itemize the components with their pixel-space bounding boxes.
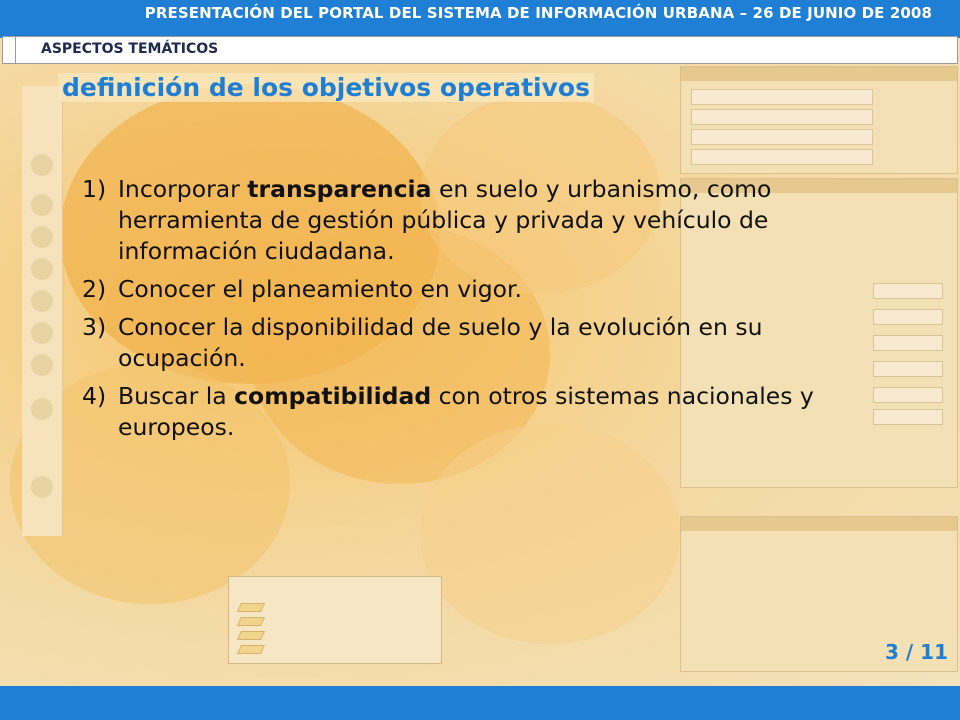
objective-text: en suelo y urbanismo, como herramienta de gestión pública y privada y vehículo de información ciudadana. bbox=[118, 175, 772, 265]
section-tab bbox=[2, 36, 958, 64]
locator-field bbox=[691, 89, 873, 105]
zoom-out-icon bbox=[31, 226, 53, 248]
legend-swatch bbox=[237, 631, 265, 640]
map-region bbox=[420, 424, 680, 644]
locator-field bbox=[691, 149, 873, 165]
objective-text: con otros sistemas nacionales y europeos. bbox=[118, 382, 814, 441]
bottom-bar bbox=[0, 686, 960, 720]
objective-item bbox=[82, 312, 892, 374]
objective-keyword: transparencia bbox=[247, 175, 432, 203]
objective-text: Incorporar bbox=[118, 175, 248, 203]
objective-text: Buscar la bbox=[118, 382, 235, 410]
page-indicator: 3 / 11 bbox=[885, 640, 948, 664]
slide-heading: definición de los objetivos operativos bbox=[58, 73, 594, 102]
objectives-list bbox=[82, 174, 892, 450]
panel-header bbox=[681, 517, 957, 531]
map-toolbar bbox=[22, 86, 63, 536]
presentation-title: PRESENTACIÓN DEL PORTAL DEL SISTEMA DE INFORMACIÓN URBANA – 26 DE JUNIO DE 2008 bbox=[144, 4, 932, 22]
legend-swatch bbox=[237, 645, 265, 654]
panel-header bbox=[681, 67, 957, 81]
objective-item bbox=[82, 381, 892, 443]
section-label: ASPECTOS TEMÁTICOS bbox=[41, 41, 219, 57]
save-icon bbox=[31, 476, 53, 498]
objective-number: 2) bbox=[82, 275, 107, 303]
objective-text: Conocer el planeamiento en vigor. bbox=[118, 275, 522, 303]
locator-panel bbox=[680, 66, 958, 174]
zoom-icon bbox=[31, 194, 53, 216]
hand-icon bbox=[31, 258, 53, 280]
globe-icon bbox=[31, 154, 53, 176]
objective-number: 3) bbox=[82, 313, 107, 341]
locator-field bbox=[691, 129, 873, 145]
objective-item bbox=[82, 274, 892, 305]
planning-legend bbox=[228, 576, 442, 664]
print-icon bbox=[31, 398, 53, 420]
objective-item bbox=[82, 174, 892, 267]
tab-divider bbox=[15, 36, 16, 64]
objective-text: Conocer la disponibilidad de suelo y la evolución en su ocupación. bbox=[118, 313, 763, 372]
info-icon bbox=[31, 322, 53, 344]
objective-number: 1) bbox=[82, 175, 107, 203]
objective-number: 4) bbox=[82, 382, 107, 410]
select-icon bbox=[31, 354, 53, 376]
objective-keyword: compatibilidad bbox=[234, 382, 432, 410]
legend-swatch bbox=[237, 603, 265, 612]
measure-icon bbox=[31, 290, 53, 312]
locator-field bbox=[691, 109, 873, 125]
legend-swatch bbox=[237, 617, 265, 626]
top-banner bbox=[0, 0, 960, 38]
